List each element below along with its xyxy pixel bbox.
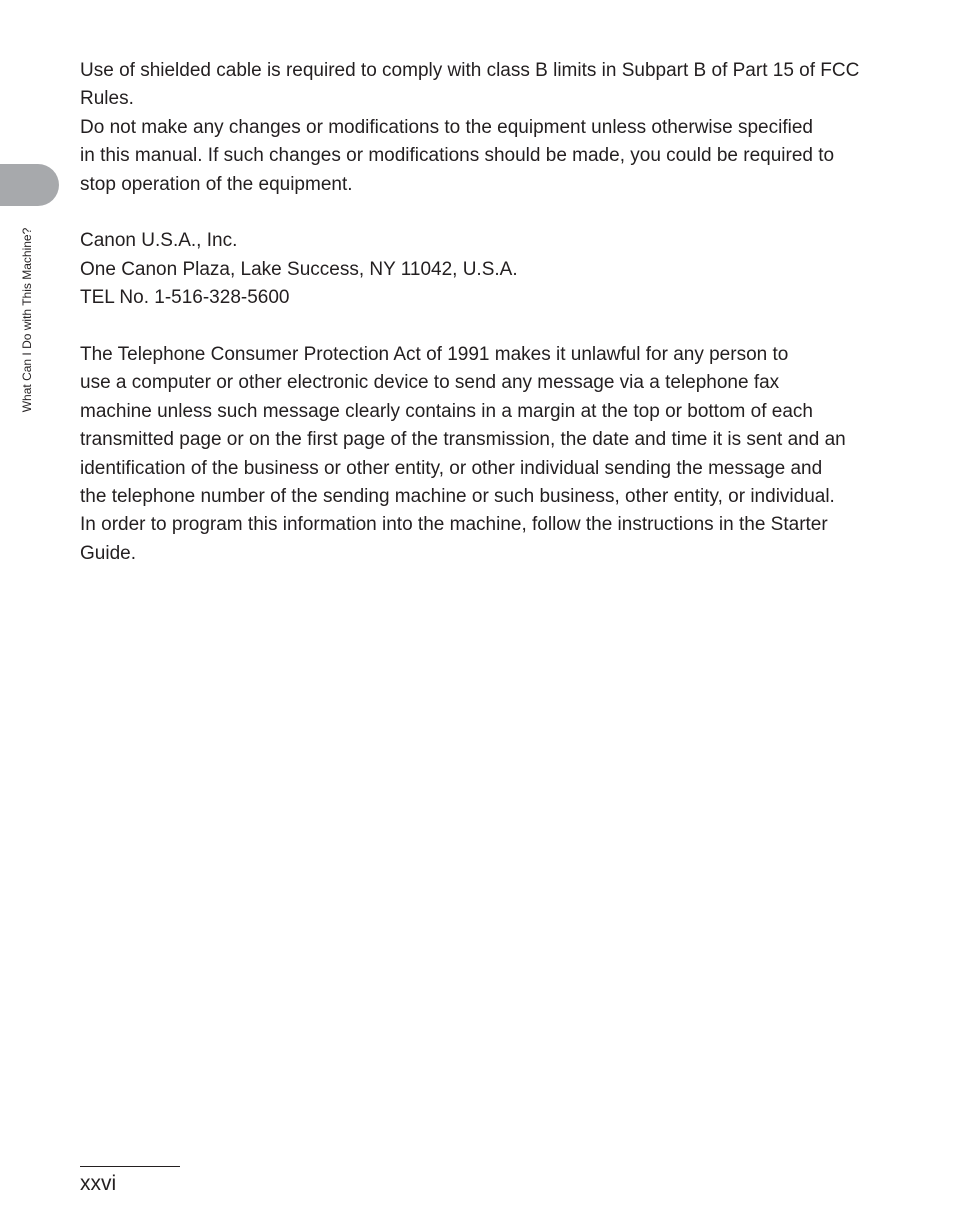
page-number: xxvi [80,1172,117,1195]
text-line: Rules. [80,88,134,110]
company-address: One Canon Plaza, Lake Success, NY 11042, U.S.A. [80,258,518,280]
company-phone: TEL No. 1-516-328-5600 [80,287,290,309]
text-line: identification of the business or other entity, or other individual sending the message and [80,457,823,479]
text-line: The Telephone Consumer Protection Act of 1991 makes it unlawful for any person to [80,344,789,366]
text-line: Use of shielded cable is required to comply with class B limits in Subpart B of Part 15 of FCC [80,60,860,81]
text-line: In order to program this information into the machine, follow the instructions in the Starter [80,514,828,536]
address-block [80,227,880,312]
fcc-paragraph [80,57,880,199]
paragraph-gap [80,313,880,341]
company-name: Canon U.S.A., Inc. [80,230,238,252]
text-line: use a computer or other electronic device to send any message via a telephone fax [80,372,780,394]
footer-rule [80,1166,180,1167]
chapter-tab-label: What Can I Do with This Machine? [20,227,34,413]
text-line: Do not make any changes or modifications to the equipment unless otherwise specified [80,116,813,138]
text-line: in this manual. If such changes or modifications should be made, you could be required to [80,145,835,167]
page-body [80,57,880,568]
text-line: machine unless such message clearly contains in a margin at the top or bottom of each [80,400,813,422]
text-line: the telephone number of the sending machine or such business, other entity, or individual. [80,486,835,508]
text-line: Guide. [80,542,136,564]
text-line: stop operation of the equipment. [80,173,353,195]
paragraph-gap [80,199,880,227]
text-line: transmitted page or on the first page of the transmission, the date and time it is sent and an [80,429,846,451]
tcpa-paragraph [80,341,880,568]
chapter-tab [0,164,59,206]
